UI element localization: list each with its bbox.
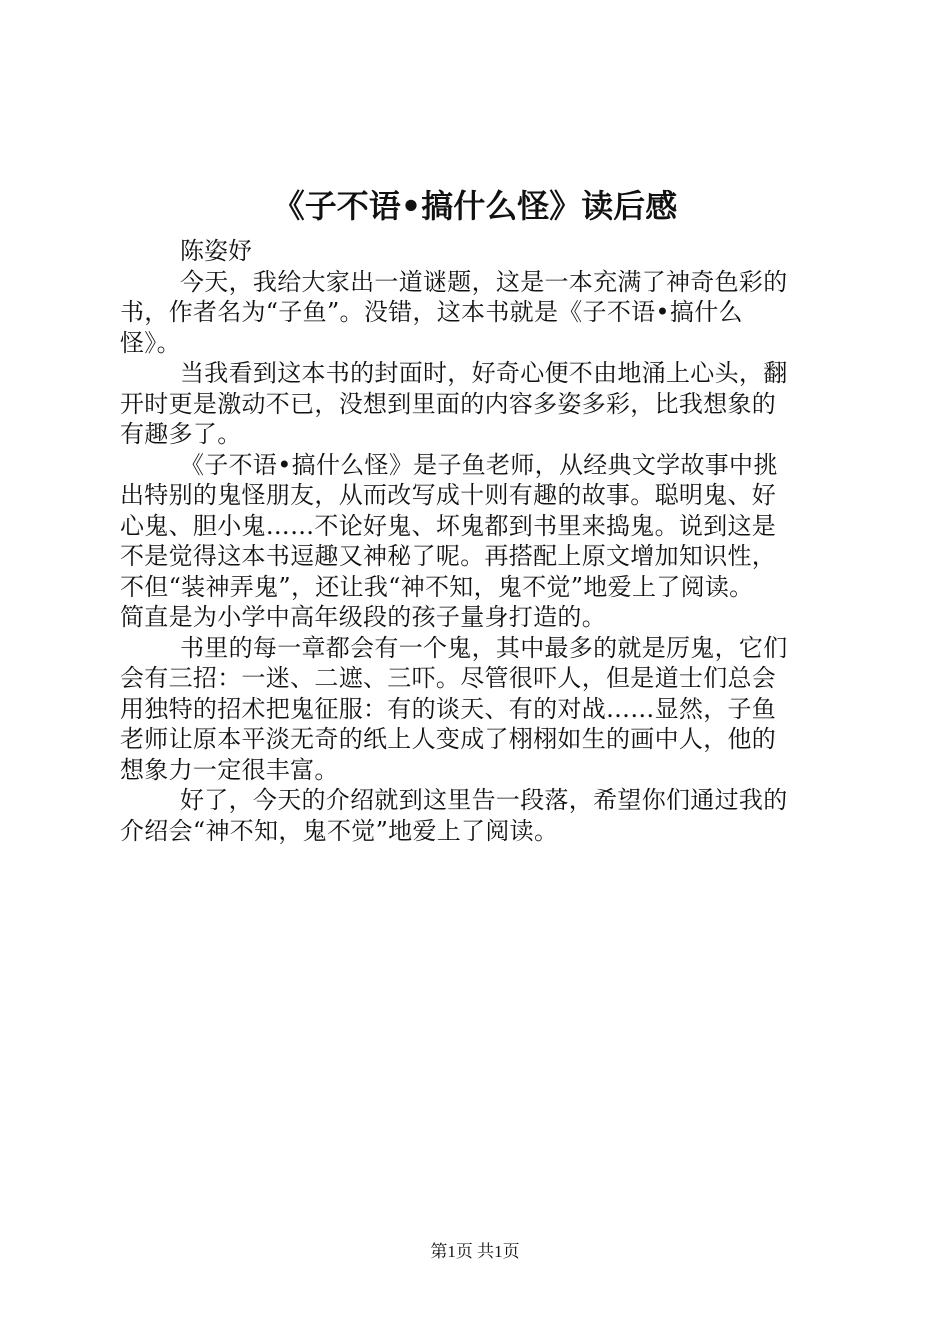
paragraph-line: 不但“装神弄鬼”，还让我“神不知，鬼不觉”地爱上了阅读。: [120, 572, 754, 601]
paragraph-2: [120, 358, 832, 450]
paragraph-line: 今天，我给大家出一道谜题，这是一本充满了神奇色彩的: [180, 267, 788, 296]
paragraph-4: [120, 633, 832, 786]
paragraph-line: 老师让原本平淡无奇的纸上人变成了栩栩如生的画中人，他的: [120, 725, 777, 753]
paragraph-line: 心鬼、胆小鬼……不论好鬼、坏鬼都到书里来捣鬼。说到这是: [120, 511, 777, 540]
paragraph-line: 用独特的招术把鬼征服：有的谈天、有的对战……显然，子鱼: [120, 694, 777, 723]
page-footer: 第1页 共1页: [430, 1242, 520, 1261]
paragraph-3: [120, 450, 832, 633]
paragraph-5: [120, 785, 832, 846]
paragraph-line: 《子不语•搞什么怪》是子鱼老师，从经典文学故事中挑: [180, 450, 778, 479]
paragraph-line: 书，作者名为“子鱼”。没错，这本书就是《子不语•搞什么: [120, 298, 743, 326]
paragraph-line: 书里的每一章都会有一个鬼，其中最多的就是厉鬼，它们: [180, 633, 788, 662]
author-name: 陈姿妤: [180, 237, 252, 265]
paragraph-line: 好了，今天的介绍就到这里告一段落，希望你们通过我的: [180, 786, 788, 814]
paragraph-line: 当我看到这本书的封面时，好奇心便不由地涌上心头，翻: [180, 359, 788, 387]
paragraph-line: 有趣多了。: [120, 420, 242, 448]
document-body: [120, 236, 832, 846]
paragraph-line: 开时更是激动不已，没想到里面的内容多姿多彩，比我想象的: [120, 389, 777, 418]
paragraph-line: 出特别的鬼怪朋友，从而改写成十则有趣的故事。聪明鬼、好: [120, 481, 777, 509]
paragraph-line: 怪》。: [120, 328, 181, 357]
paragraph-line: 会有三招：一迷、二遮、三吓。尽管很吓人，但是道士们总会: [120, 664, 777, 692]
paragraph-line: 介绍会“神不知，鬼不觉”地爱上了阅读。: [120, 816, 559, 845]
paragraph-line: 简直是为小学中高年级段的孩子量身打造的。: [120, 603, 606, 631]
document-title: 《子不语•搞什么怪》读后感: [272, 187, 678, 225]
paragraph-1: [120, 267, 832, 359]
paragraph-line: 想象力一定很丰富。: [120, 755, 339, 784]
paragraph-line: 不是觉得这本书逗趣又神秘了呢。再搭配上原文增加知识性，: [120, 542, 777, 570]
